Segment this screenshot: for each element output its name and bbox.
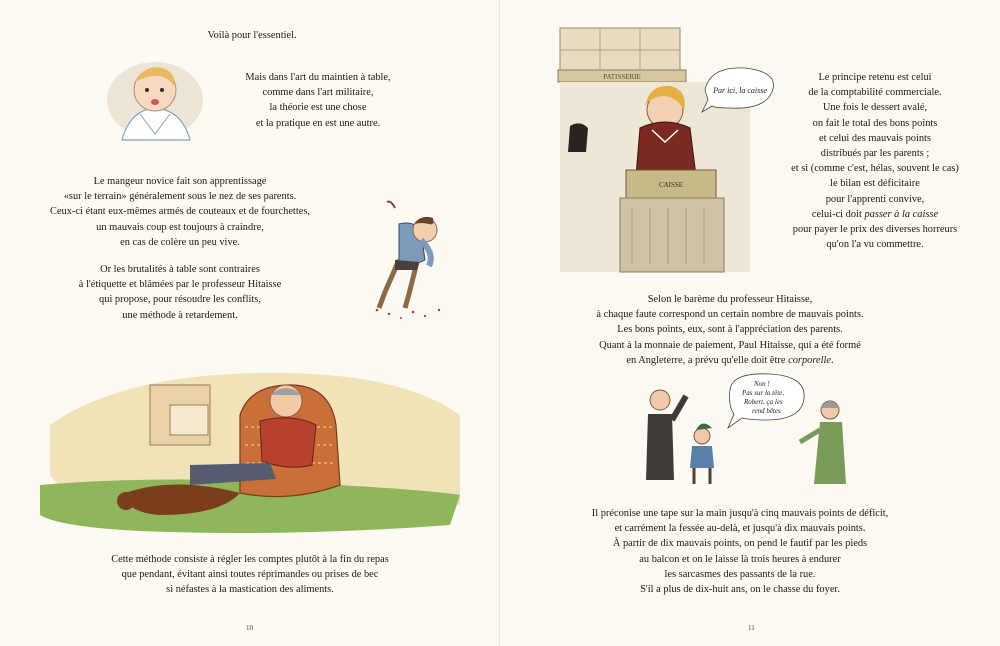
text-line: Selon le barème du professeur Hitaisse, — [647, 294, 813, 305]
text-line: pour l'apprenti convive, — [825, 193, 925, 205]
emphasis-text: corporelle — [788, 354, 831, 366]
text-line: Le principe retenu est celui — [818, 72, 932, 83]
text-line: distribués par les parents ; — [820, 148, 930, 160]
text-line: celui-ci doit passer à la caisse — [811, 208, 939, 220]
text-line: que pendant, évitant ainsi toutes réprimandes ou prises de bec — [121, 569, 379, 581]
family-scene-illustration — [630, 380, 870, 490]
text-line: à l'étiquette et blâmées par le professeur Hitaisse — [78, 279, 282, 291]
text-line: «sur le terrain» généralement sous le nez de ses parents. — [63, 191, 297, 203]
text-line: Quant à la monnaie de paiement, Paul Hitaisse, qui a été formé — [599, 339, 861, 351]
text-line: Cette méthode consiste à régler les comptes plutôt à la fin du repas — [111, 554, 389, 565]
parent-speech-line: rend bêtes — [752, 407, 781, 415]
paragraph-r2 — [560, 292, 900, 368]
paragraph-r1 — [770, 70, 980, 252]
right-page — [500, 0, 1000, 646]
text-line: le bilan est déficitaire — [830, 178, 920, 190]
text-line: À partir de dix mauvais points, on pend le fautif par les pieds — [612, 538, 868, 550]
paragraph-4 — [70, 552, 430, 598]
paragraph-1 — [208, 70, 428, 131]
text-line: si néfastes à la mastication des aliments. — [166, 584, 334, 596]
parent-speech-line: Robert, ça les — [744, 398, 783, 406]
text-line: Les bons points, eux, sont à l'appréciation des parents. — [617, 324, 843, 336]
cashier-speech-text: Par ici, la caisse — [713, 86, 767, 95]
text-line: comme dans l'art militaire, — [262, 87, 374, 99]
text-line: S'il a plus de dix-huit ans, on le chasse du foyer. — [640, 584, 840, 596]
armchair-scene-illustration — [40, 355, 470, 535]
text-line: la théorie est une chose — [269, 102, 367, 114]
parent-speech-line: Non ! — [754, 380, 770, 388]
text-line: en cas de colère un peu vive. — [120, 236, 240, 248]
text-line: Voilà pour l'essentiel. — [207, 30, 297, 41]
baby-illustration — [100, 52, 210, 142]
text-line: qu'on l'a vu commettre. — [826, 239, 924, 251]
text-line: Une fois le dessert avalé, — [822, 102, 928, 114]
text-line: Le mangeur novice fait son apprentissage — [93, 176, 267, 187]
text-line: à chaque faute correspond un certain nombre de mauvais points. — [596, 309, 864, 321]
text-line: et si (comme c'est, hélas, souvent le cas) — [791, 163, 959, 175]
text-line: une méthode à retardement. — [122, 309, 238, 321]
text-line: pour payer le prix des diverses horreurs — [792, 224, 958, 236]
text-line: en Angleterre, a prévu qu'elle doit être corporelle. — [626, 354, 834, 366]
text-line: Or les brutalités à table sont contraires — [100, 264, 260, 275]
text-line: et carrément la fessée au-delà, et jusqu'à dix mauvais points. — [614, 523, 866, 535]
text-line: on fait le total des bons points — [812, 117, 938, 129]
text-line: Il préconise une tape sur la main jusqu'à cinq mauvais points de déficit, — [591, 508, 889, 519]
text-line: au balcon et on le laisse là trois heures à endurer — [639, 553, 841, 565]
text-line: Mais dans l'art du maintien à table, — [245, 72, 391, 83]
text-line: et celui des mauvais points — [819, 132, 931, 144]
cashier-illustration — [540, 20, 780, 280]
paragraph-2 — [30, 174, 330, 250]
page-number: 10 — [246, 624, 253, 632]
text-line: de la comptabilité commerciale. — [808, 87, 942, 99]
page-number: 11 — [748, 624, 755, 632]
paragraph-3 — [40, 262, 320, 323]
shop-sign-text: PATISSERIE — [603, 73, 641, 81]
text-line: qui propose, pour résoudre les conflits, — [99, 294, 261, 306]
text-line: et la pratique en est une autre. — [255, 117, 381, 129]
paragraph-r3 — [555, 506, 925, 597]
text-line: Ceux-ci étant eux-mêmes armés de couteaux et de fourchettes, — [50, 206, 310, 218]
parent-speech-line: Pas sur la tête, — [742, 389, 784, 397]
boy-bending-illustration — [355, 200, 465, 320]
text-line: les sarcasmes des passants de la rue. — [664, 568, 816, 580]
emphasis-text: passer à la caisse — [864, 208, 939, 220]
cash-register-label: CAISSE — [658, 181, 684, 189]
intro-line — [157, 28, 347, 43]
text-line: un mauvais coup est toujours à craindre, — [96, 221, 264, 233]
